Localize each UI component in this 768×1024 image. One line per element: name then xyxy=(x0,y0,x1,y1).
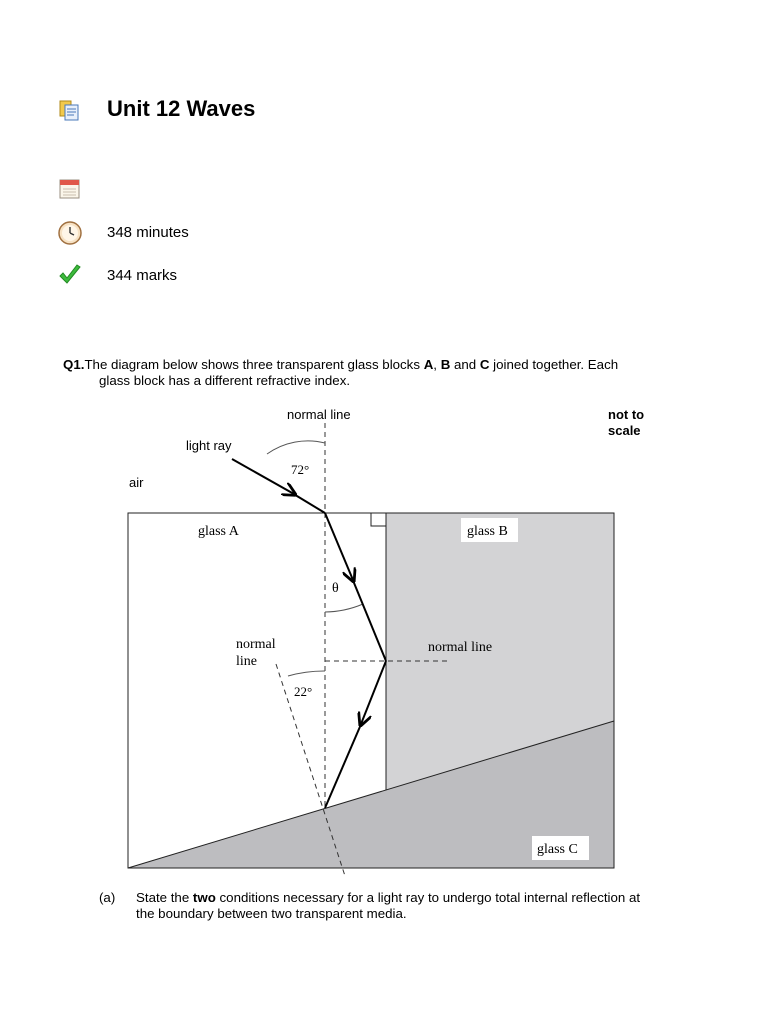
question-text-part: joined together. Each xyxy=(489,357,619,372)
time-value: 348 minutes xyxy=(107,224,189,241)
question-text-part: and xyxy=(450,357,480,372)
normal-line-left-label: line xyxy=(236,654,257,669)
normal-line-left-label: normal xyxy=(236,637,276,652)
normal-line-top-label: normal line xyxy=(287,407,351,422)
glass-b-label: glass B xyxy=(467,524,508,539)
light-ray-incident-2 xyxy=(292,493,325,513)
not-to-scale-label: not to xyxy=(608,407,645,422)
page-title: Unit 12 Waves xyxy=(107,96,256,121)
theta-label: θ xyxy=(332,581,339,596)
angle-22-label: 22° xyxy=(294,684,313,699)
part-a-emphasis: two xyxy=(192,890,216,905)
block-a-label: A xyxy=(423,357,434,372)
normal-line-right-label: normal line xyxy=(428,640,493,655)
glass-a-label: glass A xyxy=(198,524,239,539)
glass-c-label: glass C xyxy=(537,842,578,857)
question-text-part: The diagram below shows three transparent glass blocks xyxy=(84,357,424,372)
part-a-text-part: State the xyxy=(136,890,193,905)
question-intro-line2: glass block has a different refractive index. xyxy=(99,373,351,388)
angle-22-arc xyxy=(288,671,325,676)
light-ray-reflected xyxy=(361,661,386,724)
light-ray-incident xyxy=(232,459,294,494)
light-ray-refracted xyxy=(325,513,353,580)
question-text-part: , xyxy=(433,357,441,372)
question-number: Q1. xyxy=(63,357,85,372)
not-to-scale-label: scale xyxy=(608,423,641,438)
light-ray-reflected-2 xyxy=(325,722,362,808)
right-angle-mark xyxy=(371,513,386,526)
light-ray-refracted-2 xyxy=(352,578,386,661)
block-c-label: C xyxy=(479,357,490,372)
part-a-text-line2: the boundary between two transparent media. xyxy=(136,906,407,921)
angle-72-arc xyxy=(267,441,325,454)
part-a-label: (a) xyxy=(99,890,116,905)
air-label: air xyxy=(129,475,144,490)
part-a-text-part: conditions necessary for a light ray to undergo total internal reflection at xyxy=(215,890,641,905)
angle-72-label: 72° xyxy=(291,462,310,477)
angle-theta-arc xyxy=(325,604,363,612)
part-a-text xyxy=(136,890,736,906)
marks-value: 344 marks xyxy=(107,267,178,284)
light-ray-label: light ray xyxy=(186,438,232,453)
block-b-label: B xyxy=(440,357,451,372)
